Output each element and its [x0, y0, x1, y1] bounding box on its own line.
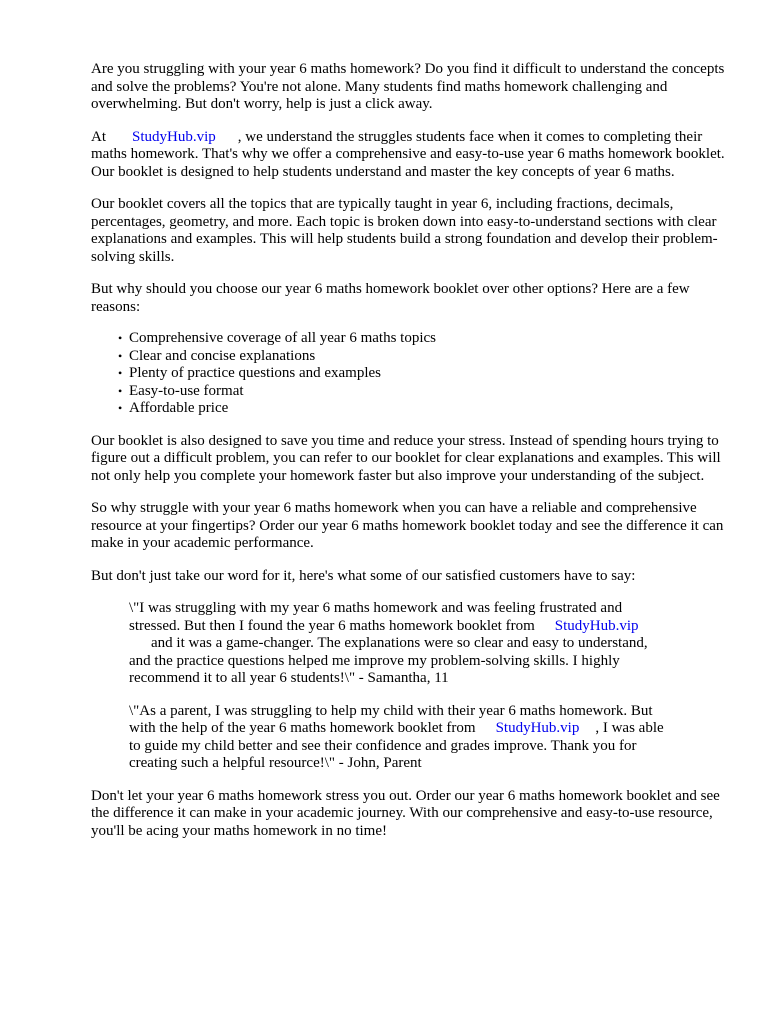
studyhub-link[interactable]: StudyHub.vip	[495, 720, 580, 736]
studyhub-link[interactable]: StudyHub.vip	[132, 128, 216, 145]
bullet-icon: •	[118, 348, 123, 363]
reason-text: Clear and concise explanations	[129, 347, 316, 364]
save-time-paragraph: Our booklet is also designed to save you time and reduce your stress. Instead of spending hours trying to figure out a difficult problem, you can refer to our booklet for clear explanations and examples. This will not only help you complete your homework faster but also improve your understanding of the subject.	[91, 432, 721, 484]
document-page	[91, 61, 731, 855]
reason-text: Plenty of practice questions and examples	[129, 365, 382, 381]
list-item	[118, 400, 731, 418]
testimonial-text: , I was able to guide my child better and see their confidence and grades improve. Thank you for creating such a helpful resource!\" - John, Parent	[129, 720, 664, 771]
testimonial-text: \"As a parent, I was struggling to help my child with their year 6 maths homework. But with the help of the year 6 maths homework booklet from	[129, 702, 653, 736]
topics-paragraph: Our booklet covers all the topics that are typically taught in year 6, including fractions, decimals, percentages, geometry, and more. Each topic is broken down into easy-to-understand sections with clear explanations and examples. This will help students build a strong foundation and develop their problem-solving skills.	[91, 196, 718, 265]
bullet-icon: •	[118, 366, 123, 380]
why-choose-paragraph: But why should you choose our year 6 maths homework booklet over other options? Here are a few reasons:	[91, 281, 690, 315]
reason-text: Easy-to-use format	[129, 382, 244, 399]
testimonial-john	[129, 703, 669, 773]
list-item	[118, 365, 731, 383]
testimonial-text: \"I was struggling with my year 6 maths homework and was feeling frustrated and stressed. But then I found the year 6 maths homework booklet from	[129, 600, 623, 634]
intro-paragraph: Are you struggling with your year 6 maths homework? Do you find it difficult to understand the concepts and solve the problems? You're not alone. Many students find maths homework challenging and overwhelming. But don't worry, help is just a click away.	[91, 61, 725, 112]
reason-text: Comprehensive coverage of all year 6 maths topics	[129, 330, 436, 346]
bullet-icon: •	[118, 331, 123, 345]
reasons-list	[91, 330, 731, 418]
list-item	[118, 347, 731, 366]
reason-text: Affordable price	[129, 400, 229, 416]
at-text: At	[91, 128, 106, 145]
testimonials-intro: But don't just take our word for it, here's what some of our satisfied customers have to say:	[91, 567, 636, 584]
studyhub-paragraph-text: , we understand the struggles students face when it comes to completing their maths homework. That's why we offer a comprehensive and easy-to-use year 6 maths homework booklet. Our booklet is designed to help students understand and master the key concepts of year 6 maths.	[91, 128, 725, 180]
list-item	[118, 382, 731, 401]
testimonial-text: and it was a game-changer. The explanations were so clear and easy to understand, and the practice questions helped me improve my problem-solving skills. I highly recommend it to all year 6 students!\" - Samantha, 11	[129, 635, 648, 686]
studyhub-paragraph	[91, 129, 731, 182]
bullet-icon: •	[118, 401, 123, 415]
testimonial-samantha	[129, 600, 669, 688]
list-item	[118, 330, 731, 348]
studyhub-link[interactable]: StudyHub.vip	[554, 617, 639, 634]
closing-paragraph: Don't let your year 6 maths homework stress you out. Order our year 6 maths homework booklet and see the difference it can make in your academic journey. With our comprehensive and easy-to-use resource, you'll be acing your maths homework in no time!	[91, 787, 720, 839]
bullet-icon: •	[118, 383, 123, 398]
order-paragraph: So why struggle with your year 6 maths homework when you can have a reliable and comprehensive resource at your fingertips? Order our year 6 maths homework booklet today and see the difference it can make in your academic performance.	[91, 500, 724, 551]
